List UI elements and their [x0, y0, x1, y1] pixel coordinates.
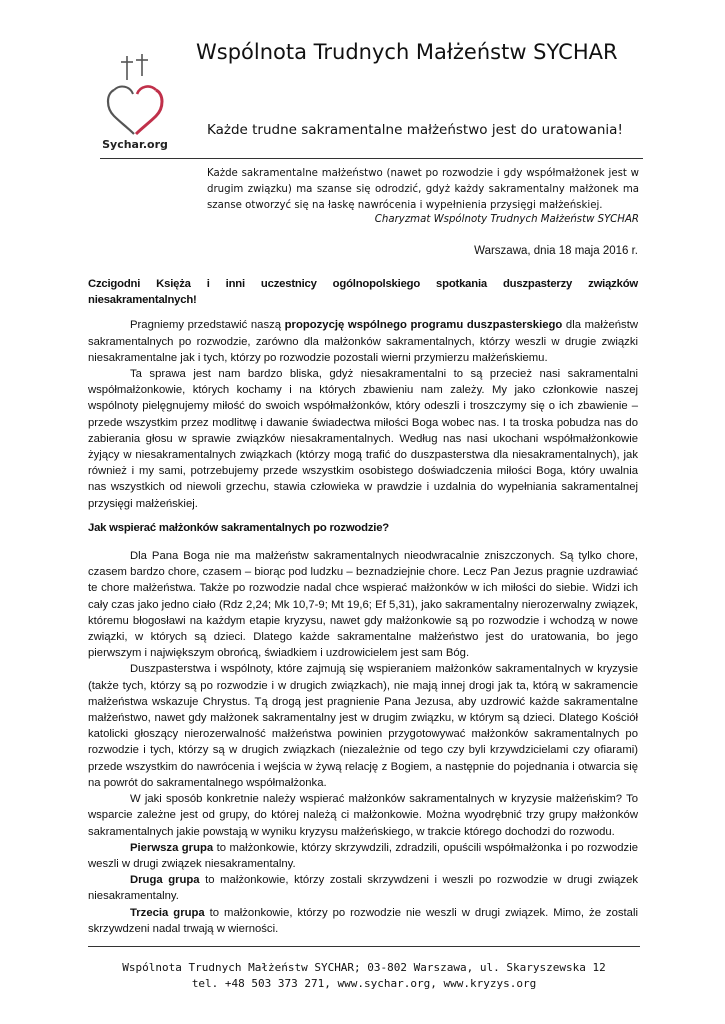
letter-body — [88, 276, 638, 937]
group-3-paragraph — [88, 905, 638, 937]
group-2-text: to małżonkowie, którzy zostali skrzywdzeni i weszli po rozwodzie w drugi związek niesakramentalny. — [88, 874, 638, 903]
intro-text-cont: dla małżeństw sakramentalnych po rozwodzie, zarówno dla małżonków sakramentalnych, którzy weszli w drugie związki niesakramentalne jak i tych, którzy po rozwodzie pozostali wierni przymierzu małżeńskiemu. — [88, 319, 638, 364]
footer — [88, 960, 640, 992]
letter-date: Warszawa, dnia 18 maja 2016 r. — [474, 245, 638, 257]
group-3-label: Trzecia grupa — [130, 906, 205, 919]
heart-cross-logo-icon — [100, 50, 170, 140]
group-2-paragraph — [88, 872, 638, 904]
sychar-logo — [100, 50, 170, 150]
section-paragraph-3: W jaki sposób konkretnie należy wspierać małżonków sakramentalnych w kryzysie małżeńskim? To wsparcie zależne jest od grupy, do której należą ci małżonkowie. Można wyodrębnić trzy grupy małżonków sakramentalnych jakie powstają w wyniku kryzysu małżeńskiego, w trakcie którego dochodzi do rozwodu. — [88, 793, 638, 838]
tagline: Każde trudne sakramentalne małżeństwo jest do uratowania! — [207, 122, 623, 138]
section-heading: Jak wspierać małżonków sakramentalnych po rozwodzie? — [88, 521, 389, 534]
group-1-text: to małżonkowie, którzy skrzywdzili, zdradzili, opuścili współmałżonka i po rozwodzie weszli w drugi związek niesakramentalny. — [88, 841, 638, 870]
section-paragraph-2: Duszpasterstwa i wspólnoty, które zajmują się wspieraniem małżonków sakramentalnych w kryzysie (także tych, którzy są po rozwodzie i w drugich związkach), nie mają innej drogi jak ta, którą w sakramencie małżeństwa wskazuje Chrystus. Tą drogą jest pragnienie Pana Jezusa, aby uzdrowić każde sakramentalne małżeństwo, nawet gdy małżonek sakramentalny jest w drugim związku, w którym są dzieci. Dlatego Kościół katolicki głoszący nierozerwalność małżeństwa powinien przygotowywać małżonków sakramentalnych po rozwodzie i tych, którzy są w drugich związkach (niezależnie od tego czy byli krzywdzicielami czy ofiarami) przede wszystkim do nawrócenia i wejścia w żywą relację z Bogiem, a następnie do pojednania i otwarcia się na powrót do sakramentalnego współmałżonka. — [88, 663, 638, 789]
intro-text: Pragniemy przedstawić naszą — [130, 319, 285, 332]
section-paragraph-1: Dla Pana Boga nie ma małżeństw sakramentalnych nieodwracalnie zniszczonych. Są tylko chore, czasem bardzo chore, czasem – biorąc pod ludzku – beznadziejnie chore. Lecz Pan Jezus pragnie uzdrawiać te chore małżeństwa. Także po rozwodzie nadal chce wspierać małżonków w ich miłości do siebie. Widzi ich cały czas jako jedno ciało (Rdz 2,24; Mk 10,7-9; Mt 19,6; Ef 5,31), jako sakramentalny nierozerwalny związek, któremu błogosławi na każdym etapie kryzysu, nawet gdy małżonkowie są po rozwodzie i wchodzą w nowe związki, w których są dzieci. Dlatego każde sakramentalne małżeństwo jest do uratowania, bo jego pierwszym i największym obrońcą, świadkiem i uzdrowicielem jest sam Bóg. — [88, 550, 638, 660]
charism-signature: Charyzmat Wspólnoty Trudnych Małżeństw SYCHAR — [374, 214, 639, 225]
group-1-label: Pierwsza grupa — [130, 841, 214, 854]
salutation: Czcigodni Księża i inni uczestnicy ogólnopolskiego spotkania duszpasterzy związków niesakramentalnych! — [88, 278, 638, 307]
intro-paragraph-1 — [88, 317, 638, 366]
charism-quote: Każde sakramentalne małżeństwo (nawet po rozwodzie i gdy współmałżonek jest w drugim związku) ma szanse się odrodzić, gdyż każdy sakramentalny małżonek ma szanse otworzyć się na łaskę nawrócenia i wypełnienia przysięgi małżeńskiej. — [207, 168, 639, 211]
group-1-paragraph — [88, 840, 638, 872]
header-divider — [100, 158, 643, 159]
footer-contact: tel. +48 503 373 271, www.sychar.org, www.kryzys.org — [191, 977, 537, 990]
intro-paragraph-2: Ta sprawa jest nam bardzo bliska, gdyż niesakramentalni to są przecież nasi sakramentalni współmałżonkowie, których kochamy i na których zbawieniu nam zależy. My jako członkowie naszej wspólnoty pielęgnujemy miłość do swoich współmałżonków, który odeszli i troszczymy się o ich zbawienie – przede wszystkim przez modlitwę i dawanie świadectwa miłości Boga wobec nas. I ta troska pobudza nas do zabierania głosu w sprawie związków niesakramentalnych. Według nas nasi ukochani współmałżonkowie żyjący w niesakramentalnych związkach (którzy mogą trafić do duszpasterstwa dla niesakramentalnych), jak również i my sami, potrzebujemy przede wszystkim osobistego doświadczenia miłości Boga, który uwalnia nas wszystkich od niewoli grzechu, stawia człowieka w prawdzie i uzdalnia do wypełniania sakramentalnej przysięgi małżeńskiej. — [88, 368, 638, 510]
program-proposal-bold: propozycję wspólnego programu duszpasterskiego — [284, 319, 563, 332]
page-title: Wspólnota Trudnych Małżeństw SYCHAR — [196, 40, 618, 64]
footer-address: Wspólnota Trudnych Małżeństw SYCHAR; 03-802 Warszawa, ul. Skaryszewska 12 — [122, 961, 606, 974]
logo-text: Sychar.org — [102, 138, 168, 151]
group-3-text: to małżonkowie, którzy po rozwodzie nie weszli w drugi związek. Mimo, że zostali skrzywdzeni nadal trwają w wierności. — [88, 906, 638, 935]
footer-divider — [88, 946, 640, 947]
group-2-label: Druga grupa — [130, 874, 200, 887]
